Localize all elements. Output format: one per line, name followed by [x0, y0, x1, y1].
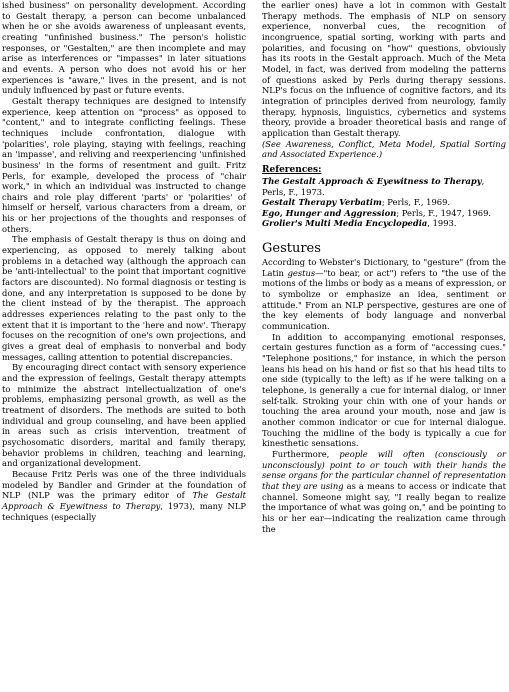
paragraph: [2, 469, 246, 522]
text-run: , 1973), many NLP techniques (especially: [2, 500, 246, 522]
reference-item: Grolier's Multi Media Encyclopedia, 1993.: [262, 218, 457, 229]
text-run: Because Fritz Perls was one of the three individuals modeled by Bandler and Grinder at the foundation of NLP (NLP was the primary editor of: [2, 468, 246, 501]
paragraph: In addition to accompanying emotional responses, certain gestures function as a form of "accessing cues." "Telephone positions," for instance, in which the person leans his head on his hand or fist so that his head tilts to one side (typically to the left) as if he were talking on a telephone, is generally a cue for internal dialog, or inner self-talk. Stroking your chin with one of your hands or touching the area around your mouth, nose and jaw is another common indicator or cue for internal dialogue. Touching the midline of the body is typically a cue for kinesthetic sensations.: [262, 331, 506, 449]
reference-title: Gestalt Therapy Verbatim: [262, 197, 382, 208]
right-column: [262, 0, 506, 534]
left-column: [2, 0, 246, 522]
paragraph: Gestalt therapy techniques are designed to intensify experience, keep attention on "process" as opposed to "content," and to integrate conflicting feelings. These techniques include confrontation, dialogue with 'polarities', role playing, staying with feelings, reaching an 'impasse', and reliving and reexperiencing 'unfinished business' in the forms of resentment and guilt. Fritz Perls, for example, developed the process of "chair work," in which an individual was instructed to change chairs and role play different 'parts' or 'polarities' of himself or herself, various characters from a dream, or his or her projections of the thoughts and responses of others.: [2, 95, 246, 234]
paragraph: According to Webster's Dictionary, to "gesture" (from the Latin gestus—"to bear, or act") refers to "the use of the motions of the limbs or body as a means of expression, or to symbolize or emphasize an idea, sentiment or attitude." From an NLP perspective, gestures are one of the key elements of body language and nonverbal communication.: [262, 257, 506, 332]
paragraph: the earlier ones) have a lot in common with Gestalt Therapy methods. The emphasis of NLP on sensory experience, nonverbal cues, the recognition of incongruence, spatial sorting, working with parts and polarities, and focusing on "how" questions, obviously has its roots in the Gestalt approach. Much of the Meta Model, in fact, was derived from modeling the patterns of questions asked by Perls during therapy sessions. NLP's focus on the influence of cognitive factors, and its integration of principles derived from neurology, family therapy, hypnosis, linguistics, cybernetics and systems theory, provide a broader theoretical basis and range of application than Gestalt therapy.: [262, 0, 506, 138]
paragraph: ished business" on personality development. According to Gestalt therapy, a person can become unbalanced when he or she avoids awareness of unpleasant events, creating "unfinished business." The person's holistic responses, or "Gestalten," are then incomplete and may arise as interferences or "impasses" in later situations and events. A person who does not avoid his or her experiences is "aware," lives in the present, and is not unduly influenced by past or future events.: [2, 0, 246, 96]
paragraph: The emphasis of Gestalt therapy is thus on doing and experiencing, as opposed to merely talking about problems in a detached way (although the approach can be 'anti-intellectual' to the point that important cognitive factors are discounted). No formal diagnosis or testing is done, and any interpretation is supposed to be done by the client instead of by the therapist. The approach addresses experiences relating to the past only to the extent that it is important to the 'here and now'. Therapy focuses on the recognition of one's own projections, and gives a great deal of emphasis to nonverbal and body messages, calling attention to potential discrepancies.: [2, 234, 246, 362]
book-title: The Gestalt Approach & Eyewitness to Therapy: [2, 490, 247, 511]
see-also: (See Awareness, Conflict, Meta Model, Spatial Sorting and Associated Experience.): [262, 138, 506, 160]
references-heading: References:: [262, 164, 322, 175]
reference-title: The Gestalt Approach & Eyewitness to Therapy: [262, 175, 482, 186]
reference-title: Ego, Hunger and Aggression: [262, 207, 397, 218]
emphasis: people will often (consciously or unconsciously) point to or touch with their hands the sense organs for the particular channel of representation that they are using: [262, 448, 506, 491]
latin-term: gestus: [287, 267, 316, 278]
reference-title: Grolier's Multi Media Encyclopedia: [262, 218, 428, 229]
reference-item: Gestalt Therapy Verbatim; Perls, F., 1969.: [262, 197, 451, 208]
reference-item: The Gestalt Approach & Eyewitness to Therapy, Perls, F., 1973.: [262, 175, 485, 197]
section-title: Gestures: [262, 241, 321, 257]
paragraph: Furthermore, people will often (consciously or unconsciously) point to or touch with their hands the sense organs for the particular channel of representation that they are using as a means to access or indicate that channel. Someone might say, "I really began to realize the importance of what was going on," and be pointing to his or her ear—indicating the realization came through the: [262, 448, 506, 534]
reference-item: Ego, Hunger and Aggression; Perls, F., 1947, 1969.: [262, 207, 492, 218]
paragraph: By encouraging direct contact with sensory experience and the expression of feelings, Gestalt therapy attempts to minimize the abstract intellectualization of one's problems, emphasizing personal growth, as well as the treatment of disorders. The methods are suited to both individual and group counseling, and have been applied in areas such as crisis intervention, treatment of psychosomatic disorders, marital and family therapy, behavior problems in children, teaching and learning, and organizational development.: [2, 362, 246, 469]
